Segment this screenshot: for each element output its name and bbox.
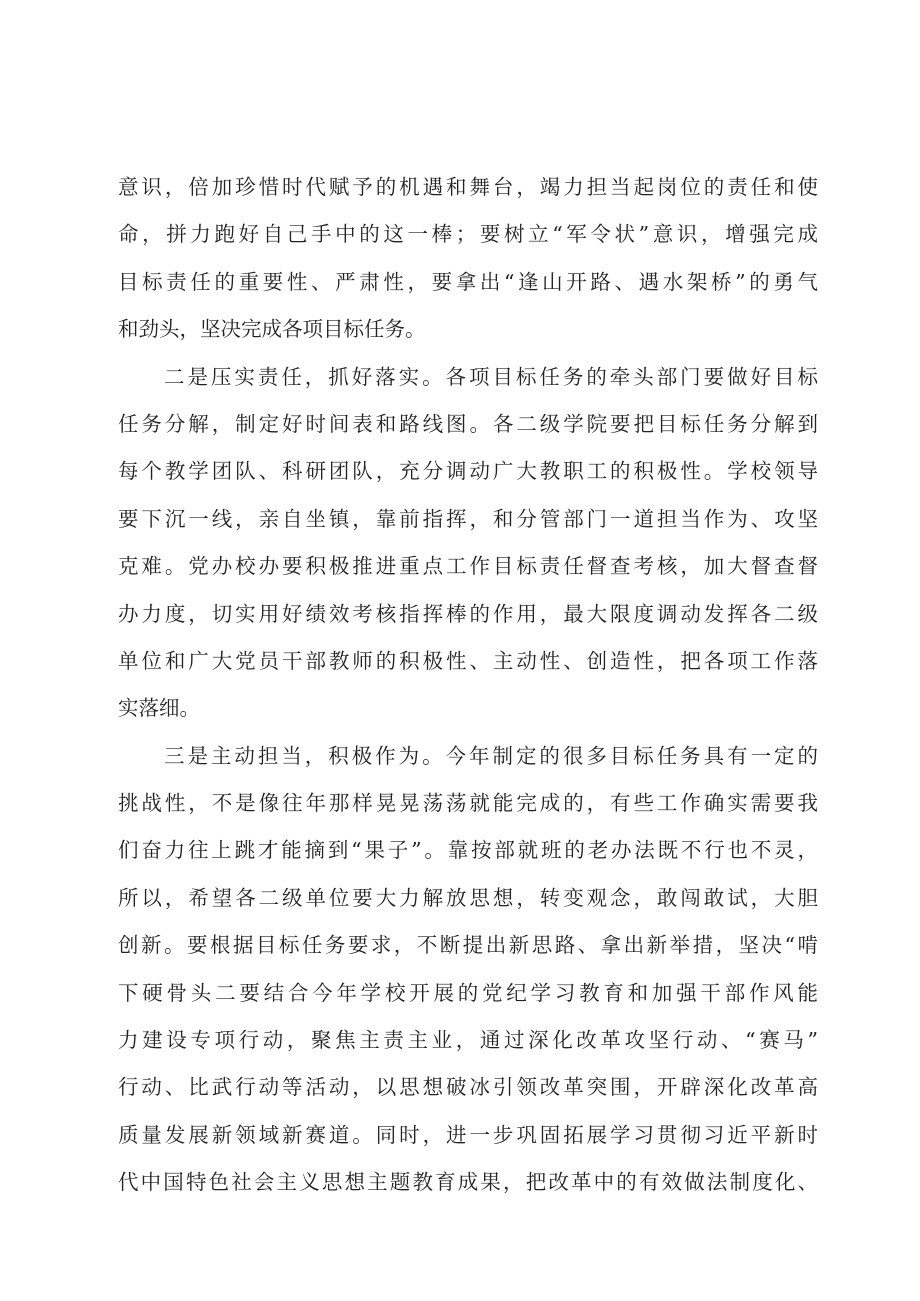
text-line: 创新。要根据目标任务要求，不断提出新思路、拿出新举措，坚决“啃	[118, 933, 818, 958]
text-line: 下硬骨头二要结合今年学校开展的党纪学习教育和加强干部作风能	[118, 980, 818, 1005]
text-line: 力建设专项行动，聚焦主责主业，通过深化改革攻坚行动、“赛马”	[118, 1028, 818, 1053]
text-line: 挑战性，不是像往年那样晃晃荡荡就能完成的，有些工作确实需要我	[118, 791, 818, 816]
text-line: 意识，倍加珍惜时代赋予的机遇和舞台，竭力担当起岗位的责任和使	[118, 175, 818, 199]
text-line: 代中国特色社会主义思想主题教育成果，把改革中的有效做法制度化、	[118, 1170, 818, 1195]
text-line: 单位和广大党员干部教师的积极性、主动性、创造性，把各项工作落	[118, 648, 818, 673]
text-line: 目标责任的重要性、严肃性，要拿出“逢山开路、遇水架桥”的勇气	[118, 269, 818, 294]
body-text	[118, 164, 818, 1207]
text-line: 和劲头，坚决完成各项目标任务。	[118, 317, 426, 342]
text-line: 办力度，切实用好绩效考核指挥棒的作用，最大限度调动发挥各二级	[118, 601, 818, 626]
text-line: 任务分解，制定好时间表和路线图。各二级学院要把目标任务分解到	[118, 411, 818, 436]
text-line: 所以，希望各二级单位要大力解放思想，转变观念，敢闯敢试，大胆	[118, 885, 818, 910]
text-line: 质量发展新领域新赛道。同时，进一步巩固拓展学习贯彻习近平新时	[118, 1122, 818, 1147]
text-line: 们奋力往上跳才能摘到“果子”。靠按部就班的老办法既不行也不灵，	[118, 838, 818, 863]
paragraph-start-line: 三是主动担当，积极作为。今年制定的很多目标任务具有一定的	[164, 743, 818, 768]
text-line: 克难。党办校办要积极推进重点工作目标责任督查考核，加大督查督	[118, 554, 818, 579]
text-line: 行动、比武行动等活动，以思想破冰引领改革突围，开辟深化改革高	[118, 1075, 818, 1100]
paragraph-start-line: 二是压实责任，抓好落实。各项目标任务的牵头部门要做好目标	[164, 364, 818, 389]
text-line: 命，拼力跑好自己手中的这一棒；要树立“军令状”意识，增强完成	[118, 222, 818, 247]
text-line: 要下沉一线，亲自坐镇，靠前指挥，和分管部门一道担当作为、攻坚	[118, 506, 818, 531]
text-line: 实落细。	[118, 696, 200, 721]
text-line: 每个教学团队、科研团队，充分调动广大教职工的积极性。学校领导	[118, 459, 818, 484]
